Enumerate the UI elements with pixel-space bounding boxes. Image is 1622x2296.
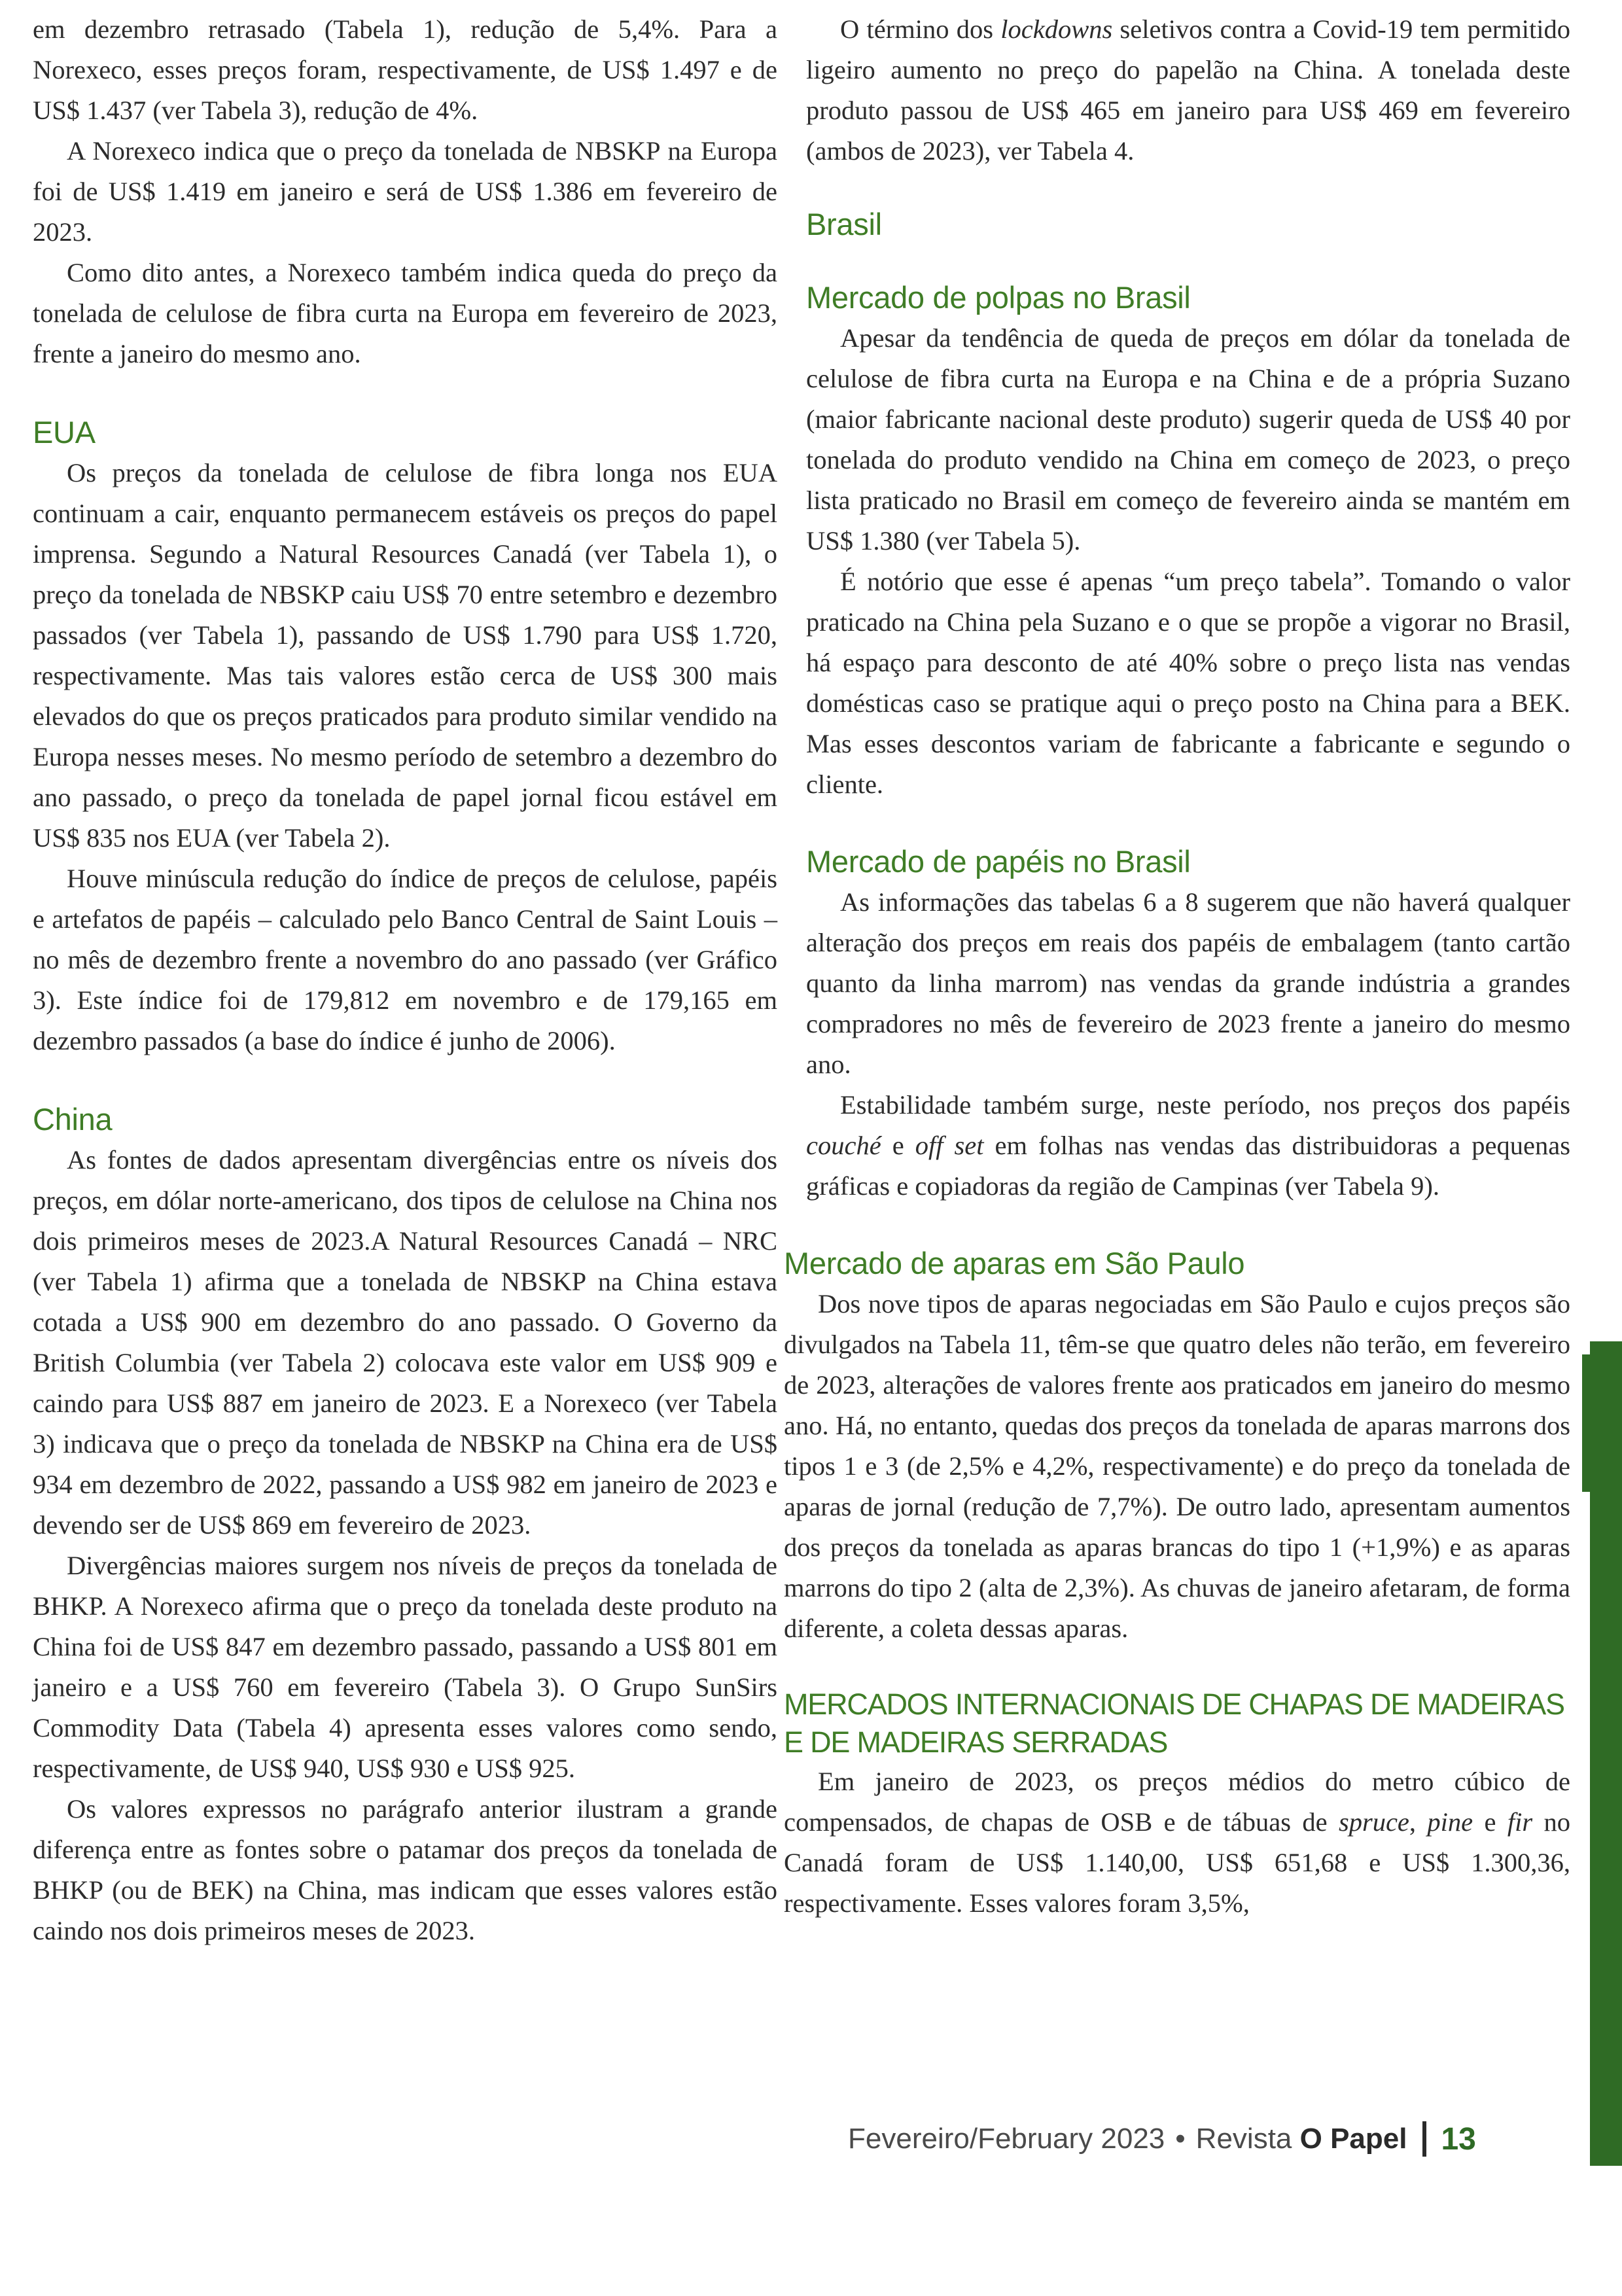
outdented-block [784,1243,1570,1924]
paragraph: As informações das tabelas 6 a 8 sugerem que não haverá qualquer alteração dos preços em reais dos papéis de embalagem (tanto cartão quanto da linha marrom) nas vendas da grande indústria a grandes compradores no mês de fevereiro de 2023 frente a janeiro do mesmo ano. [806,887,1570,1079]
footer-magazine-name: O Papel [1299,2123,1407,2155]
paragraph: Os preços da tonelada de celulose de fibra longa nos EUA continuam a cair, enquanto permanecem estáveis os preços do papel imprensa. Segundo a Natural Resources Canadá (ver Tabela 1), o preço da tonelada de NBSKP caiu US$ 70 entre setembro e dezembro passados (ver Tabela 1), passando de US$ 1.790 para US$ 1.720, respectivamente. Mas tais valores estão cerca de US$ 300 mais elevados do que os preços praticados para produto similar vendido na Europa nesses meses. No mesmo período de setembro a dezembro do ano passado, o preço da tonelada de papel jornal ficou estável em US$ 835 nos EUA (ver Tabela 2). [33,458,777,853]
side-accent-bar [1590,1341,1622,2166]
paragraph: Os valores expressos no parágrafo anterior ilustram a grande diferença entre as fontes sobre o patamar dos preços da tonelada de BHKP (ou de BEK) na China, mas indicam que esses valores estão caindo nos dois primeiros meses de 2023. [33,1794,777,1945]
heading-line: MERCADOS INTERNACIONAIS DE CHAPAS DE MADEIRAS [784,1687,1564,1721]
footer-divider [1422,2121,1426,2157]
paragraph: em dezembro retrasado (Tabela 1), redução de 5,4%. Para a Norexeco, esses preços foram, respectivamente, de US$ 1.497 e de US$ 1.437 (ver Tabela 3), redução de 4%. [33,14,777,125]
paragraph: Como dito antes, a Norexeco também indica queda do preço da tonelada de celulose de fibra curta na Europa em fevereiro de 2023, frente a janeiro do mesmo ano. [33,258,777,368]
paragraph: Divergências maiores surgem nos níveis de preços da tonelada de BHKP. A Norexeco afirma que o preço da tonelada deste produto na China foi de US$ 847 em dezembro passado, passando a US$ 801 em janeiro e a US$ 760 em fevereiro (Tabela 3). O Grupo SunSirs Commodity Data (Tabela 4) apresenta esses valores como sendo, respectivamente, de US$ 940, US$ 930 e US$ 925. [33,1551,777,1783]
page-footer [848,2116,1476,2162]
emphasis: fir [1507,1807,1533,1837]
section-heading-intl [784,1686,1570,1761]
paragraph [806,9,1570,171]
emphasis: lockdowns [1000,14,1113,44]
page-number: 13 [1441,2121,1476,2157]
text-run: Estabilidade também surge, neste período, nos preços dos papéis [840,1090,1570,1120]
emphasis: pine [1427,1807,1473,1837]
subsection-heading-aparas: Mercado de aparas em São Paulo [784,1246,1245,1280]
subsection-heading-papeis: Mercado de papéis no Brasil [806,844,1191,879]
emphasis: spruce [1338,1807,1409,1837]
paragraph: A Norexeco indica que o preço da tonelada de NBSKP na Europa foi de US$ 1.419 em janeiro e será de US$ 1.386 em fevereiro de 2023. [33,136,777,247]
paragraph: Apesar da tendência de queda de preços em dólar da tonelada de celulose de fibra curta na Europa e na China e de a própria Suzano (maior fabricante nacional deste produto) sugerir queda de US$ 40 por tonelada do produto vendido na China em começo de 2023, o preço lista praticado no Brasil em começo de fevereiro ainda se mantém em US$ 1.380 (ver Tabela 5). [806,323,1570,556]
paragraph: As fontes de dados apresentam divergências entre os níveis dos preços, em dólar norte-americano, dos tipos de celulose na China nos dois primeiros meses de 2023.A Natural Resources Canadá – NRC (ver Tabela 1) afirma que a tonelada de NBSKP na China estava cotada a US$ 900 em dezembro do ano passado. O Governo da British Columbia (ver Tabela 2) colocava este valor em US$ 909 e caindo para US$ 887 em janeiro de 2023. E a Norexeco (ver Tabela 3) indicava que o preço da tonelada de NBSKP na China era de US$ 934 em dezembro de 2022, passando a US$ 982 em janeiro de 2023 e devendo ser de US$ 869 em fevereiro de 2023. [33,1145,777,1540]
text-run: O término dos [840,14,1001,44]
text-run: em folhas nas vendas das distribuidoras a pequenas gráficas e copiadoras da região de Campinas (ver Tabela 9). [806,1131,1570,1201]
subsection-heading-polpas: Mercado de polpas no Brasil [806,280,1191,315]
text-run: no Canadá foram de US$ 1.140,00, US$ 651,68 e US$ 1.300,36, respectivamente. Esses valores foram 3,5%, [784,1807,1571,1918]
paragraph: Dos nove tipos de aparas negociadas em São Paulo e cujos preços são divulgados na Tabela 11, têm-se que quatro deles não terão, em fevereiro de 2023, alterações de valores frente aos praticados em janeiro do mesmo ano. Há, no entanto, quedas dos preços da tonelada de aparas marrons dos tipos 1 e 3 (de 2,5% e 4,2%, respectivamente) e do preço da tonelada de aparas de jornal (redução de 7,7%). De outro lado, apresentam aumentos dos preços da tonelada as aparas brancas do tipo 1 (+1,9%) e as aparas marrons do tipo 2 (alta de 2,3%). As chuvas de janeiro afetaram, de forma diferente, a coleta dessas aparas. [784,1289,1570,1643]
paragraph: É notório que esse é apenas “um preço tabela”. Tomando o valor praticado na China pela Suzano e o que se propõe a vigorar no Brasil, há espaço para desconto de até 40% sobre o preço lista nas vendas domésticas caso se pratique aqui o preço posto na China para a BEK. Mas esses descontos variam de fabricante a fabricante e segundo o cliente. [806,567,1570,799]
emphasis: couché [806,1131,881,1160]
paragraph [784,1761,1570,1924]
footer-date: Fevereiro/February [848,2123,1093,2155]
left-column [33,9,777,1951]
footer-year: 2023 [1101,2123,1165,2155]
section-heading-brasil: Brasil [806,207,882,241]
text-run: e [1473,1807,1507,1837]
text-run: Em janeiro de 2023, os preços médios do metro cúbico de compensados, de chapas de OSB e de tábuas de [784,1767,1570,1837]
heading-line: E DE MADEIRAS SERRADAS [784,1725,1168,1759]
paragraph: Houve minúscula redução do índice de preços de celulose, papéis e artefatos de papéis – calculado pelo Banco Central de Saint Louis – no mês de dezembro frente a novembro do ano passado (ver Gráfico 3). Este índice foi de 179,812 em novembro e de 179,165 em dezembro passados (a base do índice é junho de 2006). [33,864,777,1055]
emphasis: off set [915,1131,984,1160]
text-run: e [881,1131,915,1160]
section-heading-china: China [33,1102,113,1137]
right-column [784,9,1571,1924]
paragraph [806,1085,1570,1207]
text-run: seletivos contra a Covid-19 tem permitido ligeiro aumento no preço do papelão na China. A tonelada deste produto passou de US$ 465 em janeiro para US$ 469 em fevereiro (ambos de 2023), ver Tabela 4. [806,14,1570,166]
section-heading-eua: EUA [33,415,96,450]
footer-bullet: • [1175,2123,1186,2155]
footer-magazine: Revista [1195,2123,1292,2155]
text-run: , [1409,1807,1428,1837]
